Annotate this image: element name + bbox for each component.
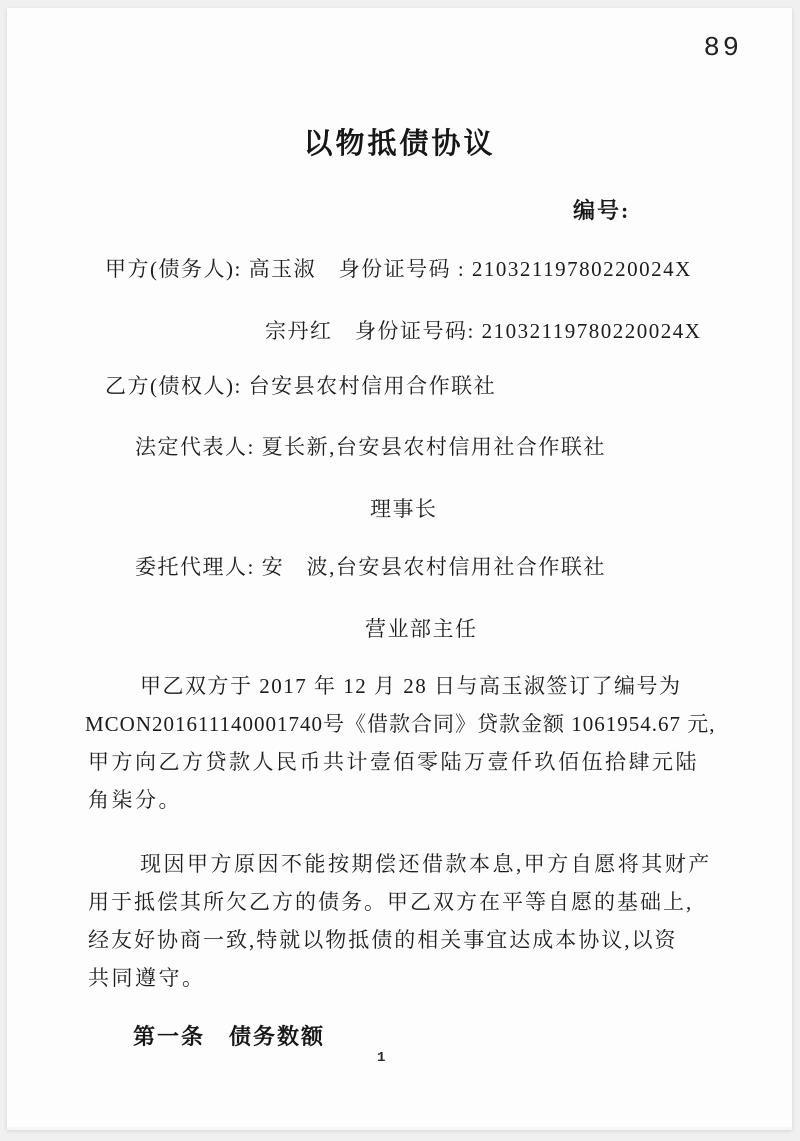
document-title: 以物抵债协议 xyxy=(303,128,496,160)
paragraph2-line2: 用于抵偿其所欠乙方的债务。甲乙双方在平等自愿的基础上, xyxy=(88,890,694,914)
paragraph2-line4: 共同遵守。 xyxy=(88,966,206,990)
legal-representative-line: 法定代表人: 夏长新,台安县农村信用社合作联社 xyxy=(135,435,606,459)
paragraph1-line1: 甲乙双方于 2017 年 12 月 28 日与高玉淑签订了编号为 xyxy=(140,674,682,698)
entrusted-agent-line: 委托代理人: 安 波,台安县农村信用社合作联社 xyxy=(135,555,606,579)
paragraph1-line4: 角柒分。 xyxy=(88,788,182,812)
legal-representative-title-line: 理事长 xyxy=(370,497,438,521)
bottom-page-number: 1 xyxy=(377,1050,386,1066)
paragraph2-line1: 现因甲方原因不能按期偿还借款本息,甲方自愿将其财产 xyxy=(140,852,712,876)
document-number-label: 编号: xyxy=(573,198,631,223)
paragraph2-line3: 经友好协商一致,特就以物抵债的相关事宜达成本协议,以资 xyxy=(88,928,678,952)
top-right-page-number: 89 xyxy=(703,34,742,64)
paragraph1-line2: MCON201611140001740号《借款合同》贷款金额 1061954.67 元, xyxy=(85,712,716,736)
entrusted-agent-title-line: 营业部主任 xyxy=(365,617,478,641)
paragraph1-line3: 甲方向乙方贷款人民币共计壹佰零陆万壹仟玖佰伍拾肆元陆 xyxy=(88,750,699,774)
section-1-heading: 第一条 债务数额 xyxy=(133,1024,326,1049)
party-a-second-person-line: 宗丹红 身份证号码: 21032119780220024X xyxy=(265,319,702,343)
party-a-line: 甲方(债务人): 高玉淑 身份证号码 : 21032119780220024X xyxy=(105,257,692,281)
document-page xyxy=(7,8,792,1130)
party-b-line: 乙方(债权人): 台安县农村信用合作联社 xyxy=(105,374,497,398)
